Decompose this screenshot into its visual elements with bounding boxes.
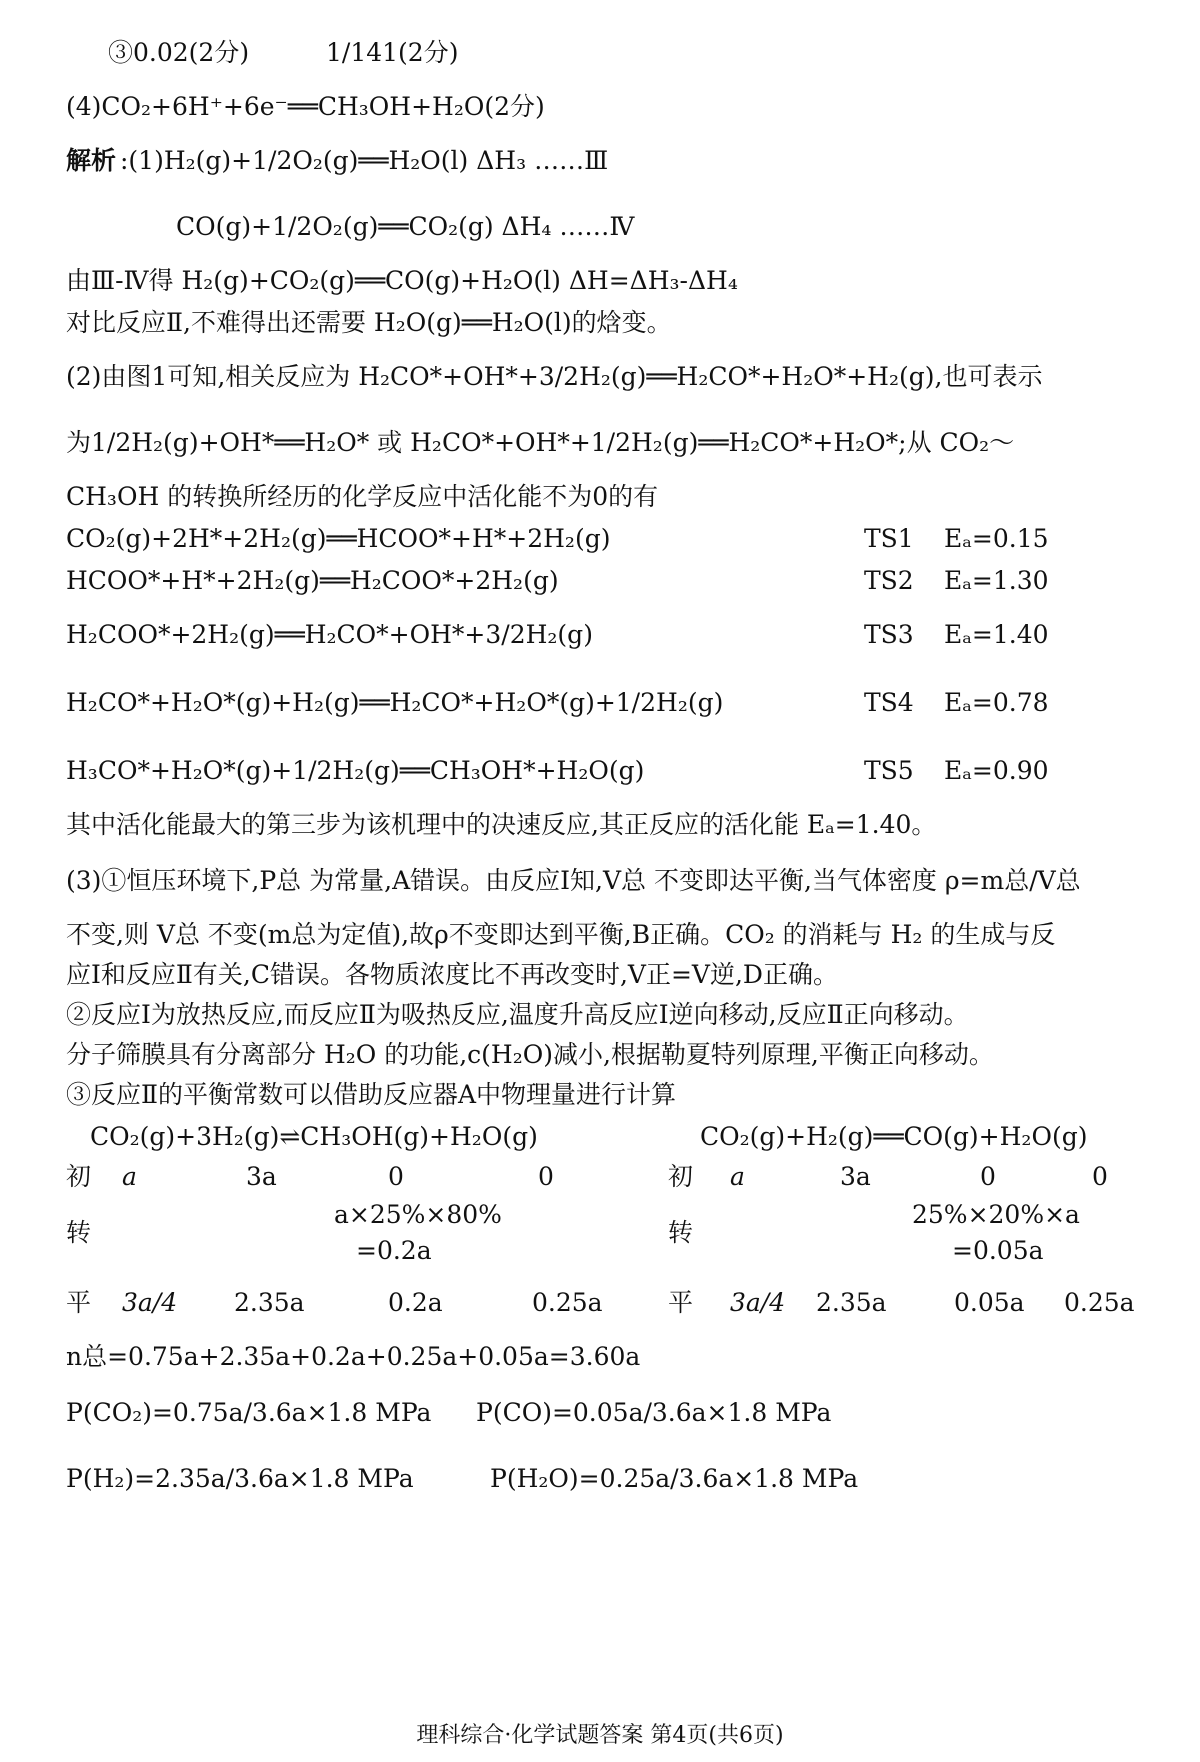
table-left-initial-ch3oh: 0 <box>388 1162 404 1191</box>
table-right-equil-co: 0.05a <box>954 1288 1025 1317</box>
table-right-change-expr: 25%×20%×a <box>912 1200 1080 1229</box>
analysis-p1-line2: CO(g)+1/2O₂(g)══CO₂(g) ΔH₄ ……Ⅳ <box>176 212 635 241</box>
p-h2o-line: P(H₂O)=0.25a/3.6a×1.8 MPa <box>490 1464 859 1493</box>
p-h2-line: P(H₂)=2.35a/3.6a×1.8 MPa <box>66 1464 414 1493</box>
answer-line-3-part2: 1/141(2分) <box>326 38 459 67</box>
table-left-equil-co2: 3a/4 <box>122 1288 178 1317</box>
table-left-equil-h2: 2.35a <box>234 1288 305 1317</box>
table-right-initial-co: 0 <box>980 1162 996 1191</box>
table-right-equil-h2: 2.35a <box>816 1288 887 1317</box>
p-co2-line: P(CO₂)=0.75a/3.6a×1.8 MPa <box>66 1398 432 1427</box>
ts1-label: TS1 <box>864 524 914 553</box>
n-total-line: n总=0.75a+2.35a+0.2a+0.25a+0.05a=3.60a <box>66 1342 641 1371</box>
table-right-row-equil-label: 平 <box>668 1288 694 1317</box>
analysis-p2-line3: CH₃OH 的转换所经历的化学反应中活化能不为0的有 <box>66 482 659 511</box>
answer-line-3-part1: ③0.02(2分) <box>108 38 250 67</box>
ts2-label: TS2 <box>864 566 914 595</box>
ts4-equation: H₂CO*+H₂O*(g)+H₂(g)══H₂CO*+H₂O*(g)+1/2H₂(g) <box>66 688 724 717</box>
analysis-p3-line1: (3)①恒压环境下,P总 为常量,A错误。由反应Ⅰ知,V总 不变即达平衡,当气体密度 ρ=m总/V总 <box>66 866 1081 895</box>
page-footer: 理科综合·化学试题答案 第4页(共6页) <box>416 1723 784 1748</box>
ts3-label: TS3 <box>864 620 914 649</box>
analysis-p1-line4: 对比反应Ⅱ,不难得出还需要 H₂O(g)══H₂O(l)的焓变。 <box>66 308 672 337</box>
analysis-p3-line2: 不变,则 V总 不变(m总为定值),故ρ不变即达到平衡,B正确。CO₂ 的消耗与 H₂ 的生成与反 <box>66 920 1056 949</box>
table-right-row-change-label: 转 <box>668 1218 694 1247</box>
ts4-label: TS4 <box>864 688 914 717</box>
ts1-equation: CO₂(g)+2H*+2H₂(g)══HCOO*+H*+2H₂(g) <box>66 524 611 553</box>
ts2-ea: Eₐ=1.30 <box>944 566 1049 595</box>
analysis-label: 解析 <box>66 146 117 175</box>
table-right-equil-co2: 3a/4 <box>730 1288 786 1317</box>
analysis-p1-line3: 由Ⅲ-Ⅳ得 H₂(g)+CO₂(g)══CO(g)+H₂O(l) ΔH=ΔH₃-ΔH₄ <box>66 266 738 295</box>
analysis-p3-line3: 应Ⅰ和反应Ⅱ有关,C错误。各物质浓度比不再改变时,V正=V逆,D正确。 <box>66 960 838 989</box>
answer-line-4: (4)CO₂+6H⁺+6e⁻══CH₃OH+H₂O(2分) <box>66 92 545 121</box>
table-left-initial-h2o: 0 <box>538 1162 554 1191</box>
analysis-p2-conclusion: 其中活化能最大的第三步为该机理中的决速反应,其正反应的活化能 Eₐ=1.40。 <box>66 810 937 839</box>
table-left-initial-co2: a <box>122 1162 137 1191</box>
ts5-label: TS5 <box>864 756 914 785</box>
table-left-equation: CO₂(g)+3H₂(g)⇌CH₃OH(g)+H₂O(g) <box>90 1122 538 1151</box>
analysis-p3-line4: ②反应Ⅰ为放热反应,而反应Ⅱ为吸热反应,温度升高反应Ⅰ逆向移动,反应Ⅱ正向移动。 <box>66 1000 969 1029</box>
ts4-ea: Eₐ=0.78 <box>944 688 1049 717</box>
table-left-row-equil-label: 平 <box>66 1288 92 1317</box>
analysis-p3-line5: 分子筛膜具有分离部分 H₂O 的功能,c(H₂O)减小,根据勒夏特列原理,平衡正向移动。 <box>66 1040 994 1069</box>
table-left-row-change-label: 转 <box>66 1218 92 1247</box>
table-right-initial-h2: 3a <box>840 1162 871 1191</box>
table-right-initial-co2: a <box>730 1162 745 1191</box>
table-right-equil-h2o: 0.25a <box>1064 1288 1135 1317</box>
table-left-equil-h2o: 0.25a <box>532 1288 603 1317</box>
ts3-equation: H₂COO*+2H₂(g)══H₂CO*+OH*+3/2H₂(g) <box>66 620 593 649</box>
ts3-ea: Eₐ=1.40 <box>944 620 1049 649</box>
table-left-row-initial-label: 初 <box>66 1162 92 1191</box>
table-left-change-expr: a×25%×80% <box>334 1200 502 1229</box>
table-left-equil-ch3oh: 0.2a <box>388 1288 443 1317</box>
analysis-p2-line1: (2)由图1可知,相关反应为 H₂CO*+OH*+3/2H₂(g)══H₂CO*+H₂O*+H₂(g),也可表示 <box>66 362 1043 391</box>
table-right-change-result: =0.05a <box>952 1236 1044 1265</box>
table-right-equation: CO₂(g)+H₂(g)══CO(g)+H₂O(g) <box>700 1122 1088 1151</box>
table-left-change-result: =0.2a <box>356 1236 432 1265</box>
table-left-initial-h2: 3a <box>246 1162 277 1191</box>
table-right-row-initial-label: 初 <box>668 1162 694 1191</box>
p-co-line: P(CO)=0.05a/3.6a×1.8 MPa <box>476 1398 832 1427</box>
analysis-p1-line1: :(1)H₂(g)+1/2O₂(g)══H₂O(l) ΔH₃ ……Ⅲ <box>120 146 609 175</box>
ts1-ea: Eₐ=0.15 <box>944 524 1049 553</box>
ts5-ea: Eₐ=0.90 <box>944 756 1049 785</box>
analysis-p2-line2: 为1/2H₂(g)+OH*══H₂O* 或 H₂CO*+OH*+1/2H₂(g)══H₂CO*+H₂O*;从 CO₂～ <box>66 428 1015 457</box>
analysis-p3-line6: ③反应Ⅱ的平衡常数可以借助反应器A中物理量进行计算 <box>66 1080 677 1109</box>
ts5-equation: H₃CO*+H₂O*(g)+1/2H₂(g)══CH₃OH*+H₂O(g) <box>66 756 645 785</box>
table-right-initial-h2o: 0 <box>1092 1162 1108 1191</box>
ts2-equation: HCOO*+H*+2H₂(g)══H₂COO*+2H₂(g) <box>66 566 559 595</box>
